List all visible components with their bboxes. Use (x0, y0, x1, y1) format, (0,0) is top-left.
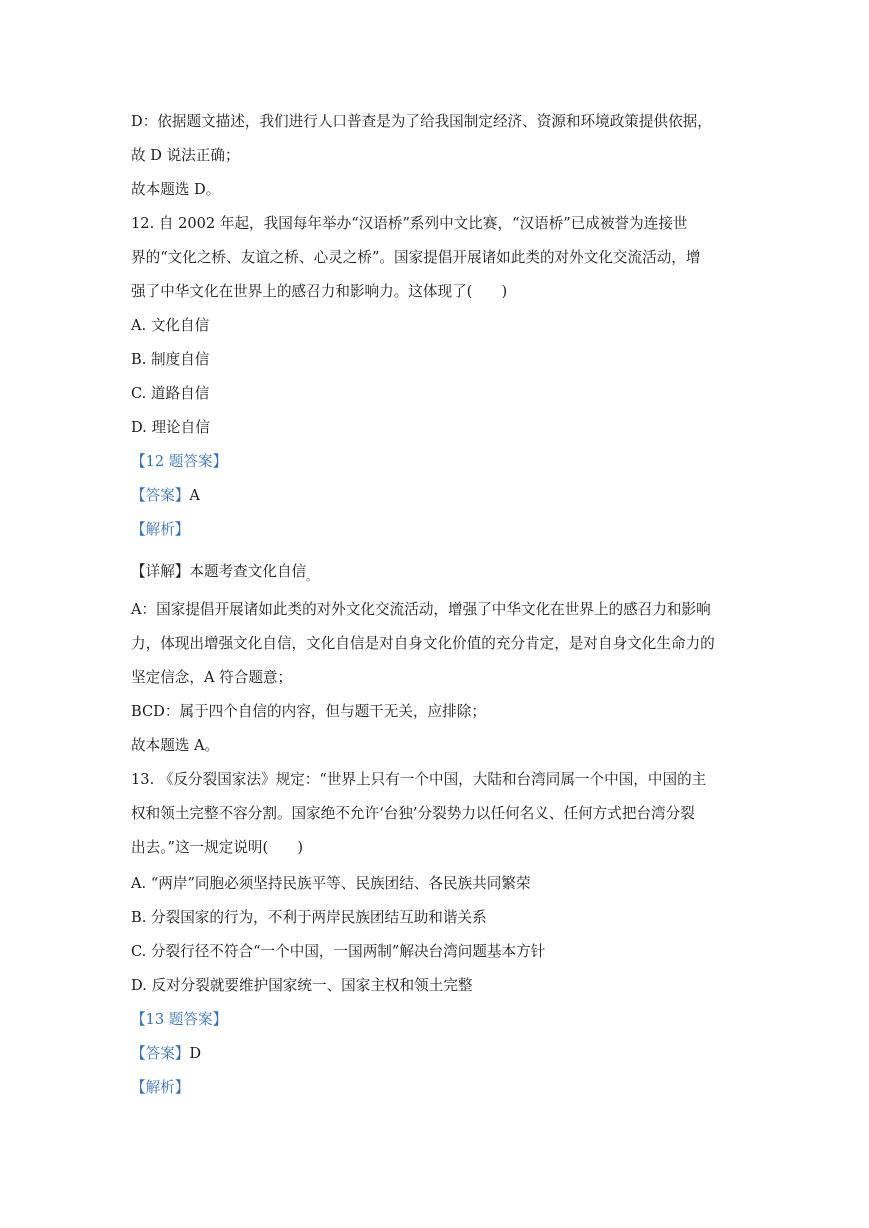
q12-option-d: D. 理论自信 (131, 419, 210, 436)
q12-answer-value: A (189, 487, 200, 504)
q13-option-a: A. “两岸”同胞必须坚持民族平等、民族团结、各民族共同繁荣 (131, 875, 531, 892)
q12-stem-line2: 界的“文化之桥、友谊之桥、心灵之桥”。国家提倡开展诸如此类的对外文化交流活动，增 (131, 249, 701, 266)
q13-answer (131, 1044, 201, 1064)
q12-detail (131, 562, 317, 587)
q12-answer-label: 【答案】 (131, 487, 190, 504)
q13-stem-line1: 13. 《反分裂国家法》规定：“世界上只有一个中国，大陆和台湾同属一个中国，中国的主 (131, 771, 707, 788)
q13-answer-header: 【13 题答案】 (131, 1011, 228, 1028)
q12-detail-mark: 。 (306, 570, 318, 583)
q13-answer-value: D (189, 1045, 202, 1062)
q12-a-explanation-line2: 力，体现出增强文化自信，文化自信是对自身文化价值的充分肯定，是对自身文化生命力的 (131, 635, 715, 652)
q13-option-c: C. 分裂行径不符合“一个中国，一国两制”解决台湾问题基本方针 (131, 943, 546, 960)
prev-conclusion: 故本题选 D。 (131, 181, 221, 198)
q13-analysis-header: 【解析】 (131, 1079, 190, 1096)
prev-option-d-explanation-line2: 故 D 说法正确； (131, 147, 240, 164)
q12-option-b: B. 制度自信 (131, 351, 210, 368)
q12-a-explanation-line3: 坚定信念，A 符合题意； (131, 669, 293, 686)
q12-detail-label: 【详解】 (131, 563, 190, 580)
q12-analysis-header: 【解析】 (131, 521, 190, 538)
q12-answer (131, 486, 200, 506)
q12-bcd-explanation: BCD：属于四个自信的内容，但与题干无关，应排除； (131, 703, 486, 720)
q13-option-b: B. 分裂国家的行为，不利于两岸民族团结互助和谐关系 (131, 909, 487, 926)
q12-a-explanation-line1: A：国家提倡开展诸如此类的对外文化交流活动，增强了中华文化在世界上的感召力和影响 (131, 601, 711, 618)
prev-option-d-explanation-line1: D：依据题文描述，我们进行人口普查是为了给我国制定经济、资源和环境政策提供依据， (131, 113, 712, 130)
q13-option-d: D. 反对分裂就要维护国家统一、国家主权和领土完整 (131, 977, 473, 994)
q13-stem-line2: 权和领土完整不容分割。国家绝不允许‘台独’分裂势力以任何名义、任何方式把台湾分裂 (131, 805, 695, 822)
q12-conclusion: 故本题选 A。 (131, 737, 220, 754)
q13-answer-label: 【答案】 (131, 1045, 190, 1062)
q12-detail-text: 本题考查文化自信 (189, 563, 307, 580)
q12-stem-line3: 强了中华文化在世界上的感召力和影响力。这体现了( ) (131, 283, 508, 300)
q12-answer-header: 【12 题答案】 (131, 453, 228, 470)
q12-stem-line1: 12. 自 2002 年起，我国每年举办“汉语桥”系列中文比赛，“汉语桥”已成被誉为连接世 (131, 215, 688, 232)
q12-option-a: A. 文化自信 (131, 317, 210, 334)
q13-stem-line3: 出去。”这一规定说明( ) (131, 839, 304, 856)
q12-option-c: C. 道路自信 (131, 385, 210, 402)
